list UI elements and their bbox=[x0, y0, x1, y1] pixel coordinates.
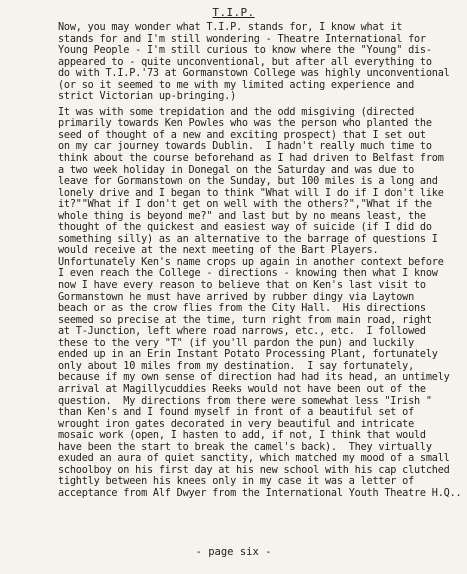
text-line: primarily towards Ken Powles who was the person who planted the bbox=[58, 118, 432, 130]
page-title: T.I.P. bbox=[212, 6, 255, 19]
text-line: only about 10 miles from my destination. I say fortunately, bbox=[58, 360, 415, 372]
paragraph-journey bbox=[58, 107, 462, 500]
text-line: it?""What if I don't get on well with the others?","What if the bbox=[58, 199, 432, 211]
text-line: mosaic work (open, I hasten to add, if not, I think that would bbox=[58, 430, 426, 442]
text-line: (or so it seemed to me with my limited acting experience and bbox=[58, 79, 415, 91]
text-line: tightly between his knees only in my case it was a letter of bbox=[58, 476, 415, 488]
text-line: than Ken's and I found myself in front of a beautiful set of bbox=[58, 407, 415, 419]
text-line: wrought iron gates decorated in very beautiful and intricate bbox=[58, 418, 415, 430]
text-line: lonely drive and I began to think "What will I do if I don't like bbox=[58, 187, 444, 199]
paragraph-intro bbox=[58, 22, 462, 103]
text-line: something silly) as an alternative to the barrage of questions I bbox=[58, 233, 438, 245]
text-line: schoolboy on his first day at his new school with his cap clutched bbox=[58, 464, 450, 476]
text-line: whole thing is beyond me?" and last but by no means least, the bbox=[58, 210, 426, 222]
text-line: on my car journey towards Dublin. I hadn't really much time to bbox=[58, 141, 432, 153]
text-line: at T-Junction, left where road narrows, etc., etc. I followed bbox=[58, 326, 426, 338]
text-line: would receive at the next meeting of the Bart Players. bbox=[58, 245, 379, 257]
text-line: think about the course beforehand as I had driven to Belfast from bbox=[58, 153, 444, 165]
text-line: question. My directions from there were somewhat less "Irish " bbox=[58, 395, 432, 407]
text-line: beach or as the crow flies from the City Hall. His directions bbox=[58, 303, 426, 315]
text-line: I even reach the College - directions - knowing then what I know bbox=[58, 268, 438, 280]
text-line: leave for Gormanstown on the Sunday, but 100 miles is a long and bbox=[58, 176, 438, 188]
text-line: exuded an aura of quiet sanctity, which matched my mood of a small bbox=[58, 453, 450, 465]
text-line: stands for and I'm still wondering - Theatre International for bbox=[58, 33, 426, 45]
text-line: these to the very "T" (if you'll pardon the pun) and luckily bbox=[58, 337, 415, 349]
text-line: acceptance from Alf Dwyer from the International Youth Theatre H.Q.. bbox=[58, 487, 462, 499]
text-line: It was with some trepidation and the odd misgiving (directed bbox=[58, 106, 415, 118]
text-line: Young People - I'm still curious to know where the "Young" dis- bbox=[58, 45, 432, 57]
text-line: appeared to - quite unconventional, but after all everything to bbox=[58, 56, 432, 68]
text-line: thought of the quickest and easiest way of suicide (if I did do bbox=[58, 222, 432, 234]
text-line: ended up in an Erin Instant Potato Processing Plant, fortunately bbox=[58, 349, 438, 361]
text-line: seemed so precise at the time, turn right from main road, right bbox=[58, 314, 432, 326]
text-line: Gormanstown he must have arrived by rubber dingy via Laytown bbox=[58, 291, 415, 303]
text-line: strict Victorian up-bringing.) bbox=[58, 91, 237, 103]
text-line: do with T.I.P.'73 at Gormanstown College was highly unconventional bbox=[58, 68, 450, 80]
text-line: have been the start to break the camel's back). They virtually bbox=[58, 441, 432, 453]
text-line: because if my own sense of direction had had its head, an untimely bbox=[58, 372, 450, 384]
text-line: seed of thought of a new and exciting prospect) that I set out bbox=[58, 129, 426, 141]
text-line: Unfortunately Ken's name crops up again in another context before bbox=[58, 256, 444, 268]
page-number: - page six - bbox=[195, 546, 272, 558]
text-line: Now, you may wonder what T.I.P. stands for, I know what it bbox=[58, 22, 403, 33]
text-line: arrival at Magillycuddies Reeks would not have been out of the bbox=[58, 383, 426, 395]
text-line: a two week holiday in Donegal on the Saturday and was due to bbox=[58, 164, 415, 176]
article-body bbox=[58, 22, 462, 499]
text-line: now I have every reason to believe that on Ken's last visit to bbox=[58, 280, 426, 292]
